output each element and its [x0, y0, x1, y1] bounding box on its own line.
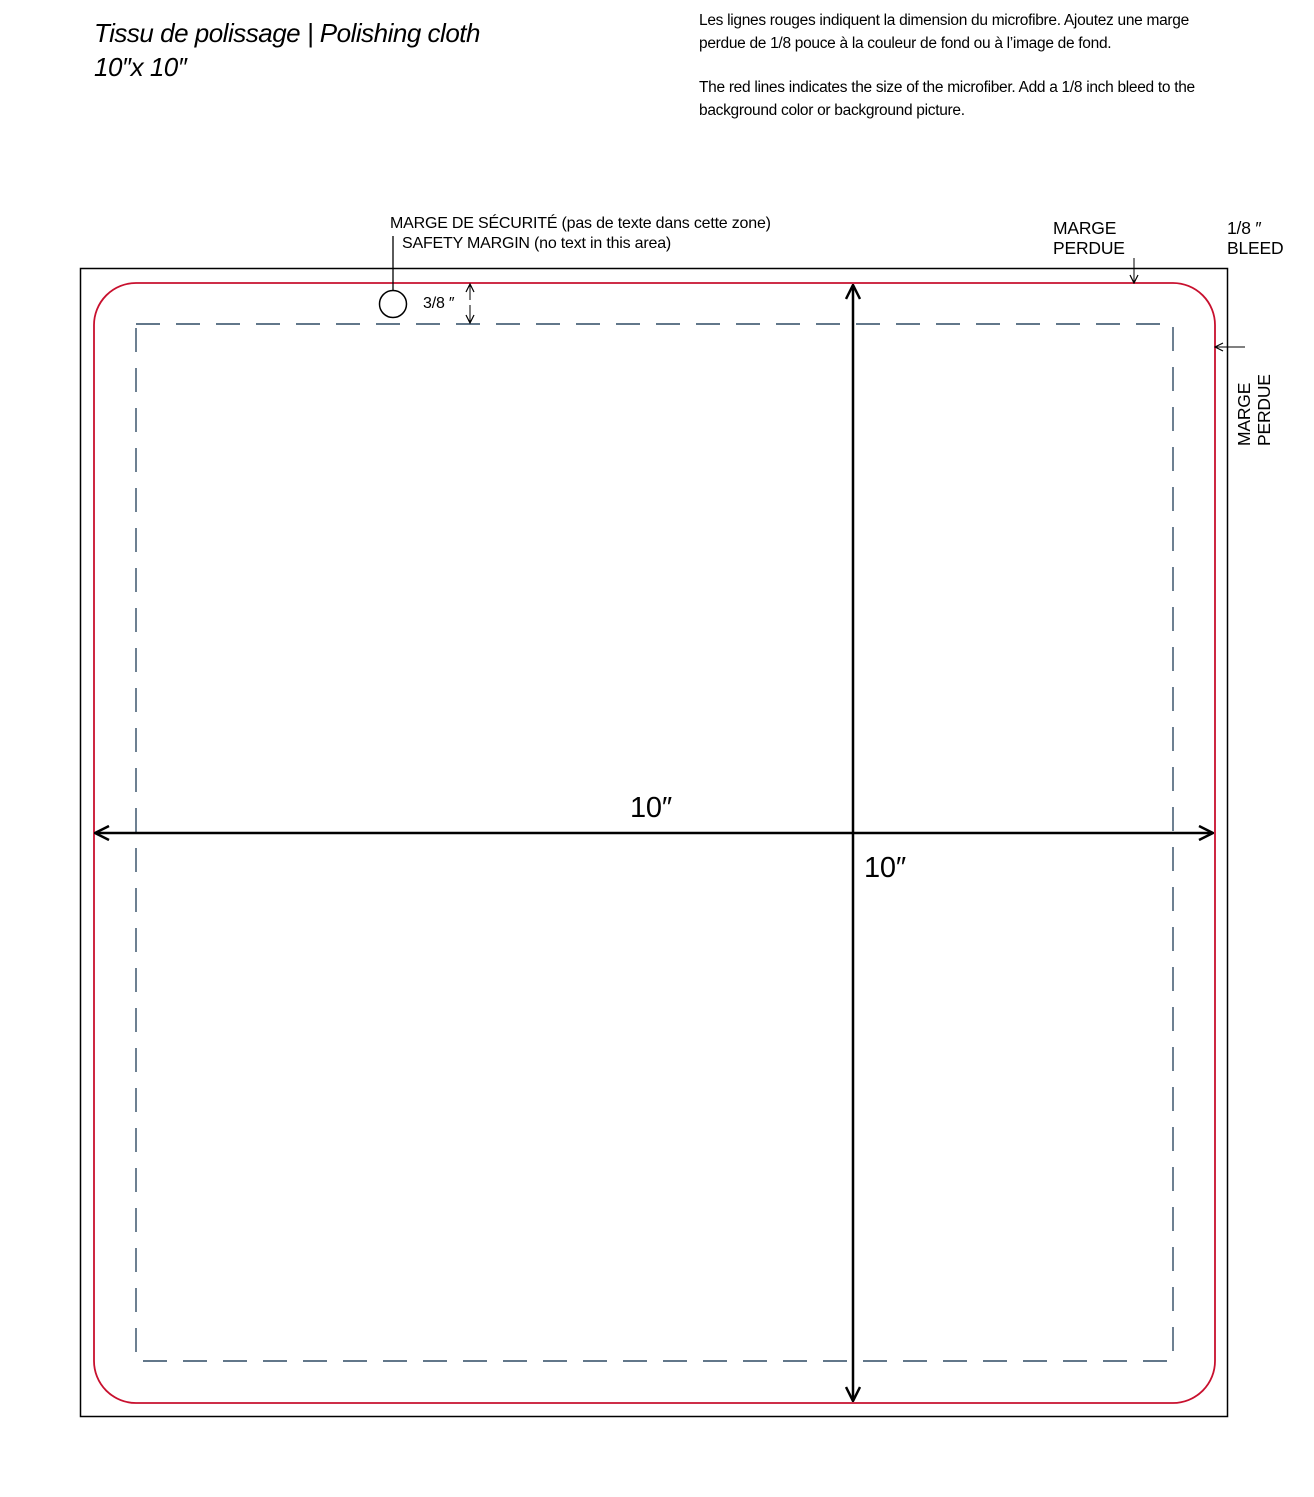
- width-dimension-label: 10″: [630, 792, 672, 824]
- safety-margin-label: [390, 214, 771, 254]
- bleed-top-label: [1053, 218, 1125, 258]
- safety-margin-label-fr: MARGE DE SÉCURITÉ (pas de texte dans cette zone): [390, 215, 771, 232]
- bleed-top-label-line2: PERDUE: [1053, 238, 1125, 258]
- safety-dimension-label: 3/8 ″: [423, 295, 455, 312]
- safety-callout-circle: [380, 291, 407, 318]
- height-dimension-label: 10″: [864, 852, 906, 884]
- bleed-size-label: [1227, 218, 1283, 258]
- bleed-top-label-line1: MARGE: [1053, 218, 1117, 238]
- bleed-size-label-line1: 1/8 ″: [1227, 218, 1262, 238]
- safety-margin-line: [136, 324, 1173, 1361]
- bleed-boundary: [81, 269, 1228, 1417]
- bleed-side-label-line1: MARGE: [1234, 382, 1254, 446]
- trim-line: [94, 283, 1215, 1403]
- bleed-size-label-line2: BLEED: [1227, 238, 1284, 258]
- title-size: 10″x 10″: [94, 52, 187, 82]
- bleed-side-label-line2: PERDUE: [1254, 374, 1274, 446]
- bleed-side-label: [1234, 366, 1274, 446]
- title-product-name: Tissu de polissage | Polishing cloth: [94, 18, 480, 48]
- instructions-en: The red lines indicates the size of the microfiber. Add a 1/8 inch bleed to the background color or background picture.: [699, 79, 1195, 119]
- instructions-fr: Les lignes rouges indiquent la dimension du microfibre. Ajoutez une marge perdue de 1/8 pouce à la couleur de fond ou à l’image de fond.: [699, 12, 1189, 52]
- safety-margin-label-en: SAFETY MARGIN (no text in this area): [402, 235, 672, 252]
